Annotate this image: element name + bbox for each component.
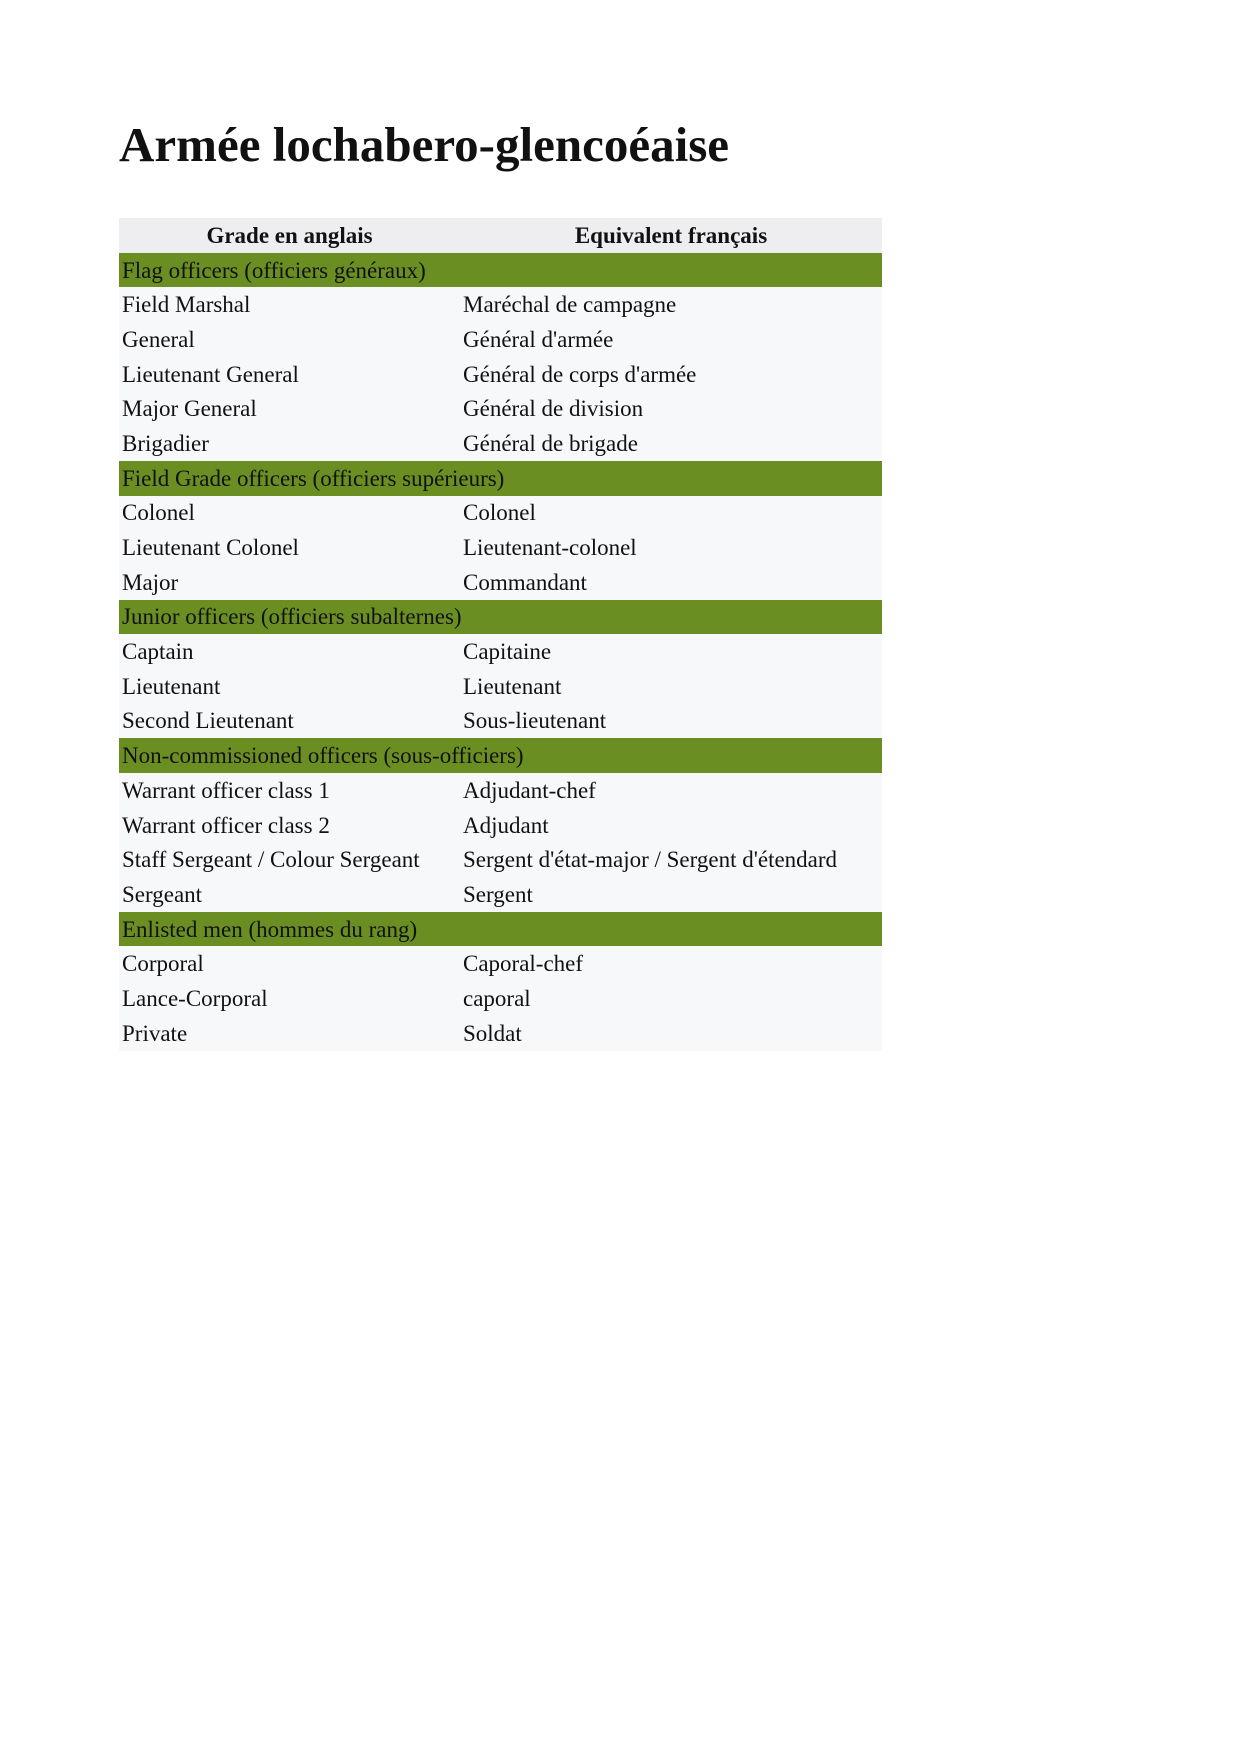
french-equivalent-cell: Général de division <box>460 391 882 426</box>
section-heading-row <box>119 912 882 947</box>
french-equivalent-cell: Maréchal de campagne <box>460 287 882 322</box>
french-equivalent-cell: Sous-lieutenant <box>460 704 882 739</box>
french-equivalent-cell: Lieutenant-colonel <box>460 530 882 565</box>
english-grade-cell: Second Lieutenant <box>119 704 460 739</box>
french-equivalent-cell: Soldat <box>460 1016 882 1051</box>
english-grade-cell: Private <box>119 1016 460 1051</box>
table-row <box>119 634 882 669</box>
section-heading-row <box>119 600 882 635</box>
french-equivalent-cell: Adjudant-chef <box>460 773 882 808</box>
table-row <box>119 287 882 322</box>
section-heading: Junior officers (officiers subalternes) <box>119 600 882 635</box>
table-header <box>119 218 882 253</box>
rank-table <box>119 218 882 1051</box>
header-row <box>119 218 882 253</box>
section-heading-row <box>119 461 882 496</box>
table-row <box>119 877 882 912</box>
english-grade-cell: Captain <box>119 634 460 669</box>
french-equivalent-cell: Général de brigade <box>460 426 882 461</box>
english-grade-cell: Staff Sergeant / Colour Sergeant <box>119 842 460 877</box>
table-row <box>119 391 882 426</box>
header-english-grade: Grade en anglais <box>119 218 460 253</box>
section-heading: Field Grade officers (officiers supérieurs) <box>119 461 882 496</box>
section-heading-row <box>119 738 882 773</box>
table-row <box>119 426 882 461</box>
table-row <box>119 981 882 1016</box>
table-row <box>119 669 882 704</box>
section-heading: Non-commissioned officers (sous-officiers) <box>119 738 882 773</box>
section-heading: Flag officers (officiers généraux) <box>119 253 882 288</box>
table-row <box>119 1016 882 1051</box>
table-row <box>119 842 882 877</box>
french-equivalent-cell: Caporal-chef <box>460 946 882 981</box>
header-french-equivalent: Equivalent français <box>460 218 882 253</box>
french-equivalent-cell: Général d'armée <box>460 322 882 357</box>
table-row <box>119 530 882 565</box>
english-grade-cell: Corporal <box>119 946 460 981</box>
french-equivalent-cell: Sergent <box>460 877 882 912</box>
table-row <box>119 773 882 808</box>
section-heading: Enlisted men (hommes du rang) <box>119 912 882 947</box>
table-row <box>119 808 882 843</box>
french-equivalent-cell: Capitaine <box>460 634 882 669</box>
english-grade-cell: Lance-Corporal <box>119 981 460 1016</box>
french-equivalent-cell: Sergent d'état-major / Sergent d'étendard <box>460 842 882 877</box>
english-grade-cell: Colonel <box>119 496 460 531</box>
table-row <box>119 496 882 531</box>
english-grade-cell: Lieutenant <box>119 669 460 704</box>
table-row <box>119 565 882 600</box>
english-grade-cell: Major <box>119 565 460 600</box>
section-heading-row <box>119 253 882 288</box>
table-row <box>119 357 882 392</box>
english-grade-cell: Lieutenant General <box>119 357 460 392</box>
page-title: Armée lochabero-glencoéaise <box>119 117 730 172</box>
english-grade-cell: Lieutenant Colonel <box>119 530 460 565</box>
english-grade-cell: Brigadier <box>119 426 460 461</box>
english-grade-cell: Major General <box>119 391 460 426</box>
table-row <box>119 322 882 357</box>
english-grade-cell: General <box>119 322 460 357</box>
table-row <box>119 946 882 981</box>
french-equivalent-cell: Adjudant <box>460 808 882 843</box>
english-grade-cell: Sergeant <box>119 877 460 912</box>
french-equivalent-cell: Commandant <box>460 565 882 600</box>
english-grade-cell: Warrant officer class 1 <box>119 773 460 808</box>
english-grade-cell: Field Marshal <box>119 287 460 322</box>
table-row <box>119 704 882 739</box>
french-equivalent-cell: caporal <box>460 981 882 1016</box>
table-body <box>119 253 882 1051</box>
french-equivalent-cell: Général de corps d'armée <box>460 357 882 392</box>
french-equivalent-cell: Colonel <box>460 496 882 531</box>
french-equivalent-cell: Lieutenant <box>460 669 882 704</box>
english-grade-cell: Warrant officer class 2 <box>119 808 460 843</box>
